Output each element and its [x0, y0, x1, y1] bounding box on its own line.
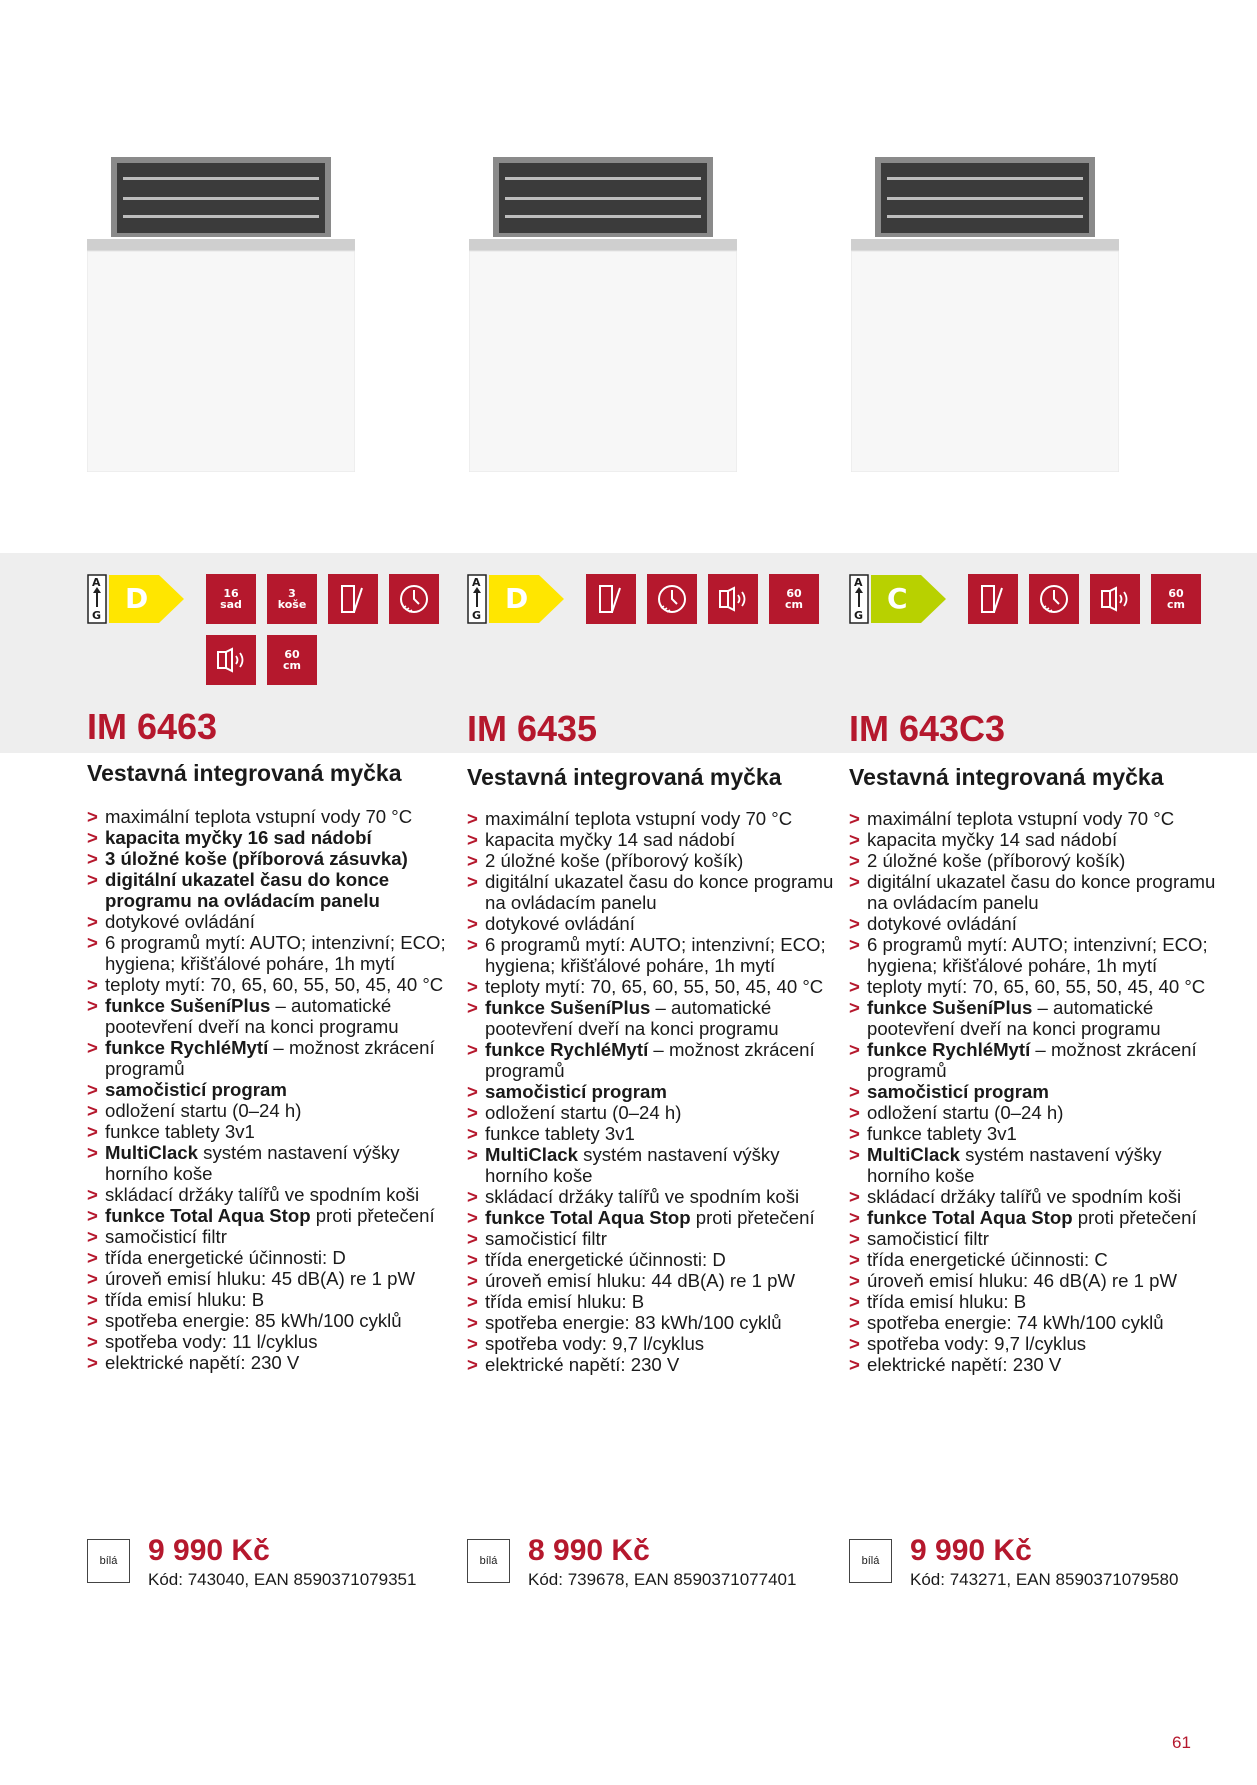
feature-item: > spotřeba vody: 11 l/cyklus — [87, 1331, 459, 1352]
feature-item: > třída emisí hluku: B — [467, 1291, 839, 1312]
dishwasher-image — [87, 157, 355, 472]
feature-highlight: MultiClack — [485, 1144, 578, 1165]
dishwasher-image — [469, 157, 737, 472]
product-subtitle: Vestavná integrovaná myčka — [849, 764, 1164, 790]
energy-scale-bottom: G — [472, 609, 482, 622]
feature-item: > 2 úložné koše (příborový košík) — [467, 850, 839, 871]
width-number: 60 — [1168, 587, 1184, 600]
energy-scale-bottom: G — [854, 609, 864, 622]
feature-item: > spotřeba vody: 9,7 l/cyklus — [849, 1333, 1221, 1354]
feature-item: > teploty mytí: 70, 65, 60, 55, 50, 45, 40 °C — [87, 974, 459, 995]
width-unit: cm — [283, 659, 301, 672]
product-column-2 — [467, 0, 837, 1785]
feature-item — [87, 1037, 459, 1079]
feature-item — [849, 1039, 1221, 1081]
energy-scale-top: A — [92, 576, 101, 589]
feature-item: > maximální teplota vstupní vody 70 °C — [849, 808, 1221, 829]
feature-item: > elektrické napětí: 230 V — [849, 1354, 1221, 1375]
feature-item: > skládací držáky talířů ve spodním koši — [849, 1186, 1221, 1207]
feature-item: > spotřeba energie: 83 kWh/100 cyklů — [467, 1312, 839, 1333]
feature-item: > 2 úložné koše (příborový košík) — [849, 850, 1221, 871]
price-box — [467, 1534, 837, 1594]
color-tag: bílá — [87, 1539, 130, 1583]
capacity-number: 16 — [223, 587, 239, 600]
door-open-icon — [586, 574, 636, 624]
product-subtitle: Vestavná integrovaná myčka — [467, 764, 782, 790]
feature-highlight: funkce SušeníPlus — [867, 997, 1033, 1018]
page-number: 61 — [1172, 1733, 1191, 1752]
model-name: IM 6463 — [87, 706, 218, 747]
baskets-badge — [267, 574, 317, 624]
width-badge — [1151, 574, 1201, 624]
width-badge — [769, 574, 819, 624]
product-code: Kód: 739678, EAN 8590371077401 — [528, 1570, 797, 1589]
quick-wash-icon — [1029, 574, 1079, 624]
feature-item: > odložení startu (0–24 h) — [849, 1102, 1221, 1123]
feature-highlight: funkce SušeníPlus — [105, 995, 271, 1016]
energy-class-letter: D — [505, 582, 529, 615]
baskets-number: 3 — [288, 587, 296, 600]
feature-item: > kapacita myčky 16 sad nádobí — [87, 827, 459, 848]
feature-item: > digitální ukazatel času do konce programu na ovládacím panelu — [467, 871, 839, 913]
noise-icon — [1090, 574, 1140, 624]
feature-item: > třída emisí hluku: B — [849, 1291, 1221, 1312]
feature-item: > teploty mytí: 70, 65, 60, 55, 50, 45, 40 °C — [849, 976, 1221, 997]
feature-item: > funkce tablety 3v1 — [467, 1123, 839, 1144]
feature-item: > samočisticí filtr — [849, 1228, 1221, 1249]
feature-item: > odložení startu (0–24 h) — [467, 1102, 839, 1123]
feature-detail: systém nastavení výšky horního koše — [485, 1144, 780, 1186]
feature-item: > třída energetické účinnosti: D — [87, 1247, 459, 1268]
feature-item: > 6 programů mytí: AUTO; intenzivní; ECO; hygiena; křišťálové poháre, 1h mytí — [87, 932, 459, 974]
price-box — [849, 1534, 1219, 1594]
feature-detail: proti přetečení — [310, 1205, 435, 1226]
feature-item: > maximální teplota vstupní vody 70 °C — [87, 806, 459, 827]
feature-list — [87, 806, 459, 1373]
feature-item: > funkce tablety 3v1 — [849, 1123, 1221, 1144]
product-code: Kód: 743040, EAN 8590371079351 — [148, 1570, 417, 1589]
feature-item — [849, 1207, 1221, 1228]
feature-item: > úroveň emisí hluku: 46 dB(A) re 1 pW — [849, 1270, 1221, 1291]
price: 9 990 Kč — [910, 1534, 1032, 1567]
feature-detail: systém nastavení výšky horního koše — [867, 1144, 1162, 1186]
product-code: Kód: 743271, EAN 8590371079580 — [910, 1570, 1179, 1589]
model-name: IM 643C3 — [849, 708, 1006, 749]
feature-item — [87, 995, 459, 1037]
feature-highlight: funkce Total Aqua Stop — [867, 1207, 1073, 1228]
price-box — [87, 1534, 457, 1594]
feature-highlight: MultiClack — [867, 1144, 960, 1165]
feature-detail: – možnost zkrácení programů — [867, 1039, 1197, 1081]
energy-scale-bottom: G — [92, 609, 102, 622]
product-column-3 — [849, 0, 1219, 1785]
feature-detail: – možnost zkrácení programů — [485, 1039, 815, 1081]
feature-item: > elektrické napětí: 230 V — [87, 1352, 459, 1373]
feature-item: > spotřeba energie: 85 kWh/100 cyklů — [87, 1310, 459, 1331]
feature-item: > samočisticí program — [849, 1081, 1221, 1102]
feature-highlight: funkce RychléMytí — [867, 1039, 1031, 1060]
door-open-icon — [328, 574, 378, 624]
feature-item: > maximální teplota vstupní vody 70 °C — [467, 808, 839, 829]
quick-wash-icon — [647, 574, 697, 624]
feature-item: > 6 programů mytí: AUTO; intenzivní; ECO; hygiena; křišťálové poháre, 1h mytí — [467, 934, 839, 976]
energy-scale-top: A — [854, 576, 863, 589]
feature-item: > digitální ukazatel času do konce programu na ovládacím panelu — [87, 869, 459, 911]
width-number: 60 — [786, 587, 802, 600]
noise-icon — [206, 635, 256, 685]
capacity-badge — [206, 574, 256, 624]
feature-item: > samočisticí filtr — [467, 1228, 839, 1249]
energy-scale-top: A — [472, 576, 481, 589]
color-tag: bílá — [467, 1539, 510, 1583]
feature-highlight: funkce RychléMytí — [105, 1037, 269, 1058]
baskets-unit: koše — [277, 598, 307, 611]
product-subtitle: Vestavná integrovaná myčka — [87, 760, 402, 786]
feature-item — [849, 997, 1221, 1039]
feature-item: > samočisticí program — [467, 1081, 839, 1102]
feature-list — [849, 808, 1221, 1375]
energy-class-letter: C — [887, 582, 908, 615]
feature-highlight: funkce RychléMytí — [485, 1039, 649, 1060]
feature-item: > 3 úložné koše (příborová zásuvka) — [87, 848, 459, 869]
feature-item: > digitální ukazatel času do konce programu na ovládacím panelu — [849, 871, 1221, 913]
feature-icons — [849, 574, 1219, 686]
feature-icons — [87, 574, 457, 686]
feature-item: > teploty mytí: 70, 65, 60, 55, 50, 45, 40 °C — [467, 976, 839, 997]
feature-highlight: funkce SušeníPlus — [485, 997, 651, 1018]
feature-item: > skládací držáky talířů ve spodním koši — [87, 1184, 459, 1205]
door-open-icon — [968, 574, 1018, 624]
feature-item — [87, 1142, 459, 1184]
feature-detail: – automatické pootevření dveří na konci programu — [485, 997, 779, 1039]
quick-wash-icon — [389, 574, 439, 624]
feature-item: > spotřeba energie: 74 kWh/100 cyklů — [849, 1312, 1221, 1333]
product-column-1 — [87, 0, 457, 1785]
capacity-unit: sad — [220, 598, 242, 611]
feature-item: > samočisticí filtr — [87, 1226, 459, 1247]
feature-item: > odložení startu (0–24 h) — [87, 1100, 459, 1121]
feature-list — [467, 808, 839, 1375]
feature-item: > kapacita myčky 14 sad nádobí — [849, 829, 1221, 850]
feature-item: > dotykové ovládání — [849, 913, 1221, 934]
feature-item — [849, 1144, 1221, 1186]
feature-detail: proti přetečení — [690, 1207, 815, 1228]
color-tag: bílá — [849, 1539, 892, 1583]
feature-item: > úroveň emisí hluku: 44 dB(A) re 1 pW — [467, 1270, 839, 1291]
feature-detail: systém nastavení výšky horního koše — [105, 1142, 400, 1184]
feature-detail: – možnost zkrácení programů — [105, 1037, 435, 1079]
feature-item: > elektrické napětí: 230 V — [467, 1354, 839, 1375]
model-name: IM 6435 — [467, 708, 598, 749]
feature-item: > třída energetické účinnosti: D — [467, 1249, 839, 1270]
feature-detail: – automatické pootevření dveří na konci programu — [105, 995, 399, 1037]
feature-item: > třída energetické účinnosti: C — [849, 1249, 1221, 1270]
energy-class-letter: D — [125, 582, 149, 615]
feature-highlight: funkce Total Aqua Stop — [485, 1207, 691, 1228]
feature-item: > třída emisí hluku: B — [87, 1289, 459, 1310]
width-number: 60 — [284, 648, 300, 661]
width-unit: cm — [785, 598, 803, 611]
feature-item: > kapacita myčky 14 sad nádobí — [467, 829, 839, 850]
feature-item: > skládací držáky talířů ve spodním koši — [467, 1186, 839, 1207]
dishwasher-image — [851, 157, 1119, 472]
feature-item: > dotykové ovládání — [87, 911, 459, 932]
width-badge — [267, 635, 317, 685]
feature-item — [87, 1205, 459, 1226]
feature-item — [467, 1039, 839, 1081]
feature-item — [467, 997, 839, 1039]
feature-item: > spotřeba vody: 9,7 l/cyklus — [467, 1333, 839, 1354]
feature-item: > samočisticí program — [87, 1079, 459, 1100]
feature-highlight: funkce Total Aqua Stop — [105, 1205, 311, 1226]
price: 9 990 Kč — [148, 1534, 270, 1567]
noise-icon — [708, 574, 758, 624]
feature-item: > 6 programů mytí: AUTO; intenzivní; ECO; hygiena; křišťálové poháre, 1h mytí — [849, 934, 1221, 976]
feature-item: > funkce tablety 3v1 — [87, 1121, 459, 1142]
feature-item: > úroveň emisí hluku: 45 dB(A) re 1 pW — [87, 1268, 459, 1289]
feature-item — [467, 1144, 839, 1186]
width-unit: cm — [1167, 598, 1185, 611]
feature-highlight: MultiClack — [105, 1142, 198, 1163]
feature-detail: – automatické pootevření dveří na konci programu — [867, 997, 1161, 1039]
price: 8 990 Kč — [528, 1534, 650, 1567]
feature-icons — [467, 574, 837, 686]
feature-item: > dotykové ovládání — [467, 913, 839, 934]
feature-item — [467, 1207, 839, 1228]
feature-detail: proti přetečení — [1072, 1207, 1197, 1228]
